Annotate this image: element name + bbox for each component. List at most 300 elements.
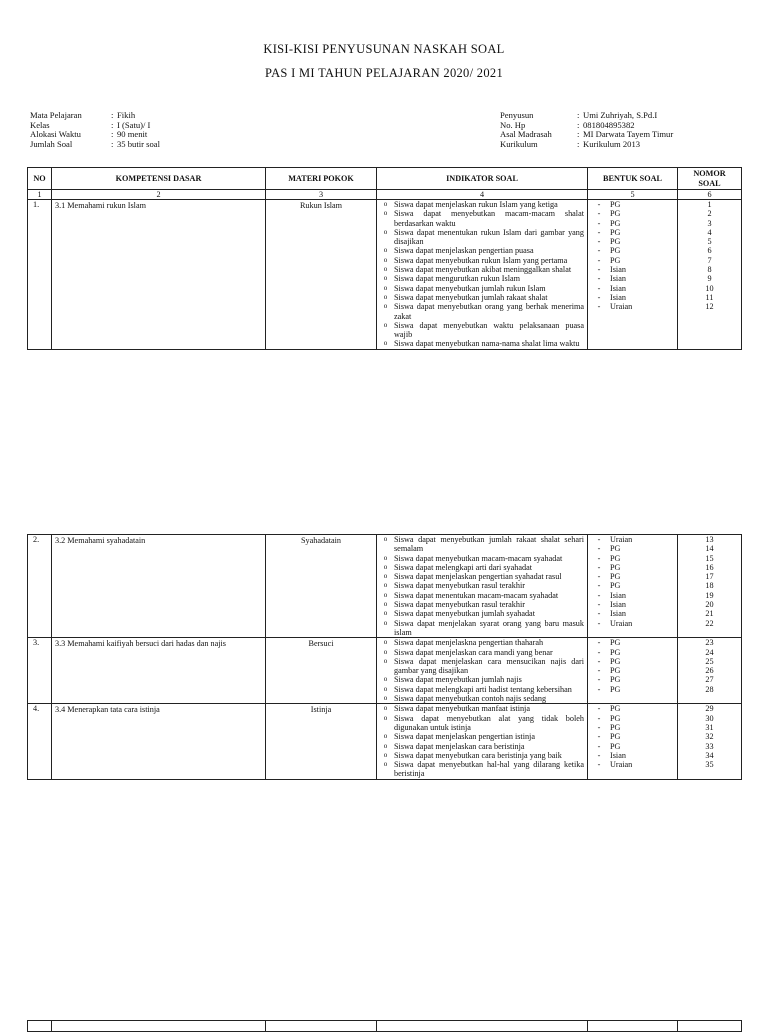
header-bentuk-soal: BENTUK SOAL xyxy=(588,168,678,190)
bullet-icon: o xyxy=(383,274,388,283)
nomor-soal-item: 23 xyxy=(705,638,714,648)
bentuk-soal-item xyxy=(588,200,677,209)
dash-icon: - xyxy=(597,666,601,676)
kisi-table-page1 xyxy=(27,167,742,350)
bullet-icon: o xyxy=(383,562,388,571)
bentuk-soal-text: PG xyxy=(610,553,621,563)
bentuk-soal-item xyxy=(588,609,677,618)
indikator-text: Siswa dapat menyebutkan jumlah rakaat shalat sehari semalam xyxy=(394,535,584,554)
info-label: Kurikulum xyxy=(500,138,538,149)
bullet-icon: o xyxy=(383,741,388,750)
dash-icon: - xyxy=(597,283,601,293)
indikator-item xyxy=(377,284,587,293)
bentuk-soal-item xyxy=(588,284,677,293)
dash-icon: - xyxy=(597,609,601,619)
indikator-text: Siswa dapat melengkapi arti hadist tentang kebersihan xyxy=(394,684,572,694)
indikator-text: Siswa dapat menyebutkan alat yang tidak boleh digunakan untuk istinja xyxy=(394,713,584,732)
dash-icon: - xyxy=(597,292,601,302)
dash-icon: - xyxy=(597,647,601,657)
nomor-soal-item: 5 xyxy=(707,237,712,247)
dash-icon: - xyxy=(597,237,601,247)
bentuk-soal-item xyxy=(588,581,677,590)
dash-icon: - xyxy=(597,675,601,685)
bentuk-soal-cell xyxy=(588,638,678,704)
bentuk-soal-item xyxy=(588,704,677,713)
nomor-soal-list xyxy=(678,535,741,628)
column-number: 5 xyxy=(588,190,678,200)
indikator-item xyxy=(377,200,587,209)
materi-pokok: Syahadatain xyxy=(266,535,377,638)
info-value: Kurikulum 2013 xyxy=(583,138,641,149)
dash-icon: - xyxy=(597,760,601,770)
bullet-icon: o xyxy=(383,750,388,759)
info-value: MI Darwata Tayem Timur xyxy=(583,129,674,140)
nomor-soal-item: 20 xyxy=(705,600,714,610)
dash-icon: - xyxy=(597,590,601,600)
bentuk-soal-cell xyxy=(588,200,678,350)
kisi-table-page3-top xyxy=(27,1020,742,1032)
kisi-table-page2 xyxy=(27,534,742,780)
nomor-soal-item: 19 xyxy=(705,590,714,600)
bentuk-soal-text: PG xyxy=(610,704,621,714)
indikator-cell xyxy=(377,638,588,704)
indikator-item xyxy=(377,685,587,694)
bentuk-soal-text: PG xyxy=(610,713,621,723)
indikator-item xyxy=(377,302,587,321)
bullet-icon: o xyxy=(383,609,388,618)
bullet-icon: o xyxy=(383,581,388,590)
bentuk-soal-text: PG xyxy=(610,647,621,657)
bentuk-soal-text: PG xyxy=(610,255,621,265)
bentuk-soal-item xyxy=(588,751,677,760)
dash-icon: - xyxy=(597,713,601,723)
dash-icon: - xyxy=(597,227,601,237)
indikator-cell xyxy=(377,704,588,779)
indikator-item xyxy=(377,274,587,283)
kompetensi-dasar: 3.3 Memahami kaifiyah bersuci dari hadas dan najis xyxy=(52,638,266,704)
info-label: No. Hp xyxy=(500,119,526,130)
indikator-item xyxy=(377,619,587,638)
bentuk-soal-text: PG xyxy=(610,544,621,554)
indikator-text: Siswa dapat menyebutkan cara beristinja yang baik xyxy=(394,750,562,760)
dash-icon: - xyxy=(597,656,601,666)
nomor-soal-item: 27 xyxy=(705,675,714,685)
bullet-icon: o xyxy=(383,732,388,741)
nomor-soal-item: 21 xyxy=(705,609,714,619)
nomor-soal-item: 12 xyxy=(705,302,714,312)
bentuk-soal-list xyxy=(588,704,677,769)
row-number: 3. xyxy=(28,638,52,704)
table-body-page1 xyxy=(28,200,742,350)
nomor-soal-item: 13 xyxy=(705,535,714,544)
dash-icon: - xyxy=(597,638,601,648)
bentuk-soal-text: PG xyxy=(610,675,621,685)
column-number-row xyxy=(28,190,742,200)
indikator-text: Siswa dapat menentukan macam-macam syahadat xyxy=(394,590,559,600)
bullet-icon: o xyxy=(383,246,388,255)
dash-icon: - xyxy=(597,246,601,256)
bentuk-soal-item xyxy=(588,685,677,694)
dash-icon: - xyxy=(597,562,601,572)
info-label: Jumlah Soal xyxy=(30,138,73,149)
dash-icon: - xyxy=(597,581,601,591)
nomor-soal-item: 16 xyxy=(705,562,714,572)
indikator-item xyxy=(377,600,587,609)
indikator-text: Siswa dapat mengurutkan rukun Islam xyxy=(394,274,520,284)
indikator-text: Siswa dapat menyebutkan jumlah najis xyxy=(394,675,522,685)
header-no: NO xyxy=(28,168,52,190)
nomor-soal-list xyxy=(678,638,741,694)
bullet-icon: o xyxy=(383,694,388,703)
indikator-item xyxy=(377,228,587,247)
kompetensi-dasar: 3.2 Memahami syahadatain xyxy=(52,535,266,638)
indikator-item xyxy=(377,694,587,703)
bentuk-soal-text: Uraian xyxy=(610,535,633,544)
nomor-soal-cell xyxy=(678,200,742,350)
bullet-icon: o xyxy=(383,535,388,543)
bentuk-soal-item xyxy=(588,563,677,572)
dash-icon: - xyxy=(597,535,601,544)
nomor-soal-item: 24 xyxy=(705,647,714,657)
info-value: 90 menit xyxy=(117,129,148,140)
indikator-text: Siswa dapat menjelaskan pengertian syahadat rasul xyxy=(394,572,562,582)
bullet-icon: o xyxy=(383,265,388,274)
info-label: Kelas xyxy=(30,119,50,130)
header-indikator-soal: INDIKATOR SOAL xyxy=(377,168,588,190)
bentuk-soal-text: PG xyxy=(610,666,621,676)
indikator-text: Siswa dapat menyebutkan macam-macam syahadat xyxy=(394,553,563,563)
indikator-text: Siswa dapat menjelaskan cara mandi yang benar xyxy=(394,647,553,657)
bentuk-soal-text: Isian xyxy=(610,590,626,600)
indikator-item xyxy=(377,638,587,647)
bentuk-soal-item xyxy=(588,714,677,723)
indikator-item xyxy=(377,563,587,572)
bentuk-soal-text: PG xyxy=(610,200,621,209)
nomor-soal-list xyxy=(678,704,741,769)
bentuk-soal-item xyxy=(588,293,677,302)
dash-icon: - xyxy=(597,302,601,312)
nomor-soal-item: 18 xyxy=(705,581,714,591)
info-value: 081804895382 xyxy=(583,119,635,130)
bullet-icon: o xyxy=(383,200,388,208)
bentuk-soal-text: Isian xyxy=(610,750,626,760)
info-value: Umi Zuhriyah, S.Pd.I xyxy=(583,110,658,120)
nomor-soal-item: 8 xyxy=(707,265,712,275)
nomor-soal-cell xyxy=(678,638,742,704)
indikator-text: Siswa dapat menyebutkan rukun Islam yang pertama xyxy=(394,255,568,265)
bullet-icon: o xyxy=(383,209,388,218)
bentuk-soal-item xyxy=(588,209,677,218)
materi-pokok: Rukun Islam xyxy=(266,200,377,350)
bullet-icon: o xyxy=(383,704,388,713)
indikator-text: Siswa dapat menjelaskan cara mensucikan najis dari gambar yang disajikan xyxy=(394,656,584,676)
bentuk-soal-cell xyxy=(588,704,678,779)
indikator-text: Siswa dapat menyebutkan waktu pelaksanaan puasa wajib xyxy=(394,320,584,340)
indikator-item xyxy=(377,581,587,590)
bentuk-soal-item xyxy=(588,732,677,741)
header-kompetensi-dasar: KOMPETENSI DASAR xyxy=(52,168,266,190)
info-question-count: Jumlah Soal : 35 butir soal xyxy=(30,138,160,149)
info-curriculum: Kurikulum : Kurikulum 2013 xyxy=(500,138,641,149)
bentuk-soal-list xyxy=(588,638,677,694)
nomor-soal-item: 28 xyxy=(705,684,714,694)
indikator-item xyxy=(377,704,587,713)
bentuk-soal-text: Uraian xyxy=(610,302,633,312)
bentuk-soal-text: PG xyxy=(610,581,621,591)
document-title-line1: KISI-KISI PENYUSUNAN NASKAH SOAL xyxy=(263,42,505,56)
nomor-soal-item: 15 xyxy=(705,553,714,563)
dash-icon: - xyxy=(597,572,601,582)
bentuk-soal-text: Uraian xyxy=(610,760,633,770)
nomor-soal-item: 6 xyxy=(707,246,712,256)
bentuk-soal-item xyxy=(588,219,677,228)
indikator-list xyxy=(377,200,587,349)
dash-icon: - xyxy=(597,265,601,275)
info-phone: No. Hp : 081804895382 xyxy=(500,119,635,130)
indikator-cell xyxy=(377,535,588,638)
row-number: 4. xyxy=(28,704,52,779)
bentuk-soal-item xyxy=(588,237,677,246)
bentuk-soal-text: Isian xyxy=(610,283,626,293)
bentuk-soal-text: PG xyxy=(610,562,621,572)
table-body-page2 xyxy=(28,535,742,780)
indikator-text: Siswa dapat menjelaskan pengertian istinja xyxy=(394,732,535,742)
bentuk-soal-item xyxy=(588,265,677,274)
bentuk-soal-text: Isian xyxy=(610,274,626,284)
bentuk-soal-text: Isian xyxy=(610,609,626,619)
info-time: Alokasi Waktu : 90 menit xyxy=(30,129,148,140)
indikator-item xyxy=(377,657,587,676)
bentuk-soal-item xyxy=(588,760,677,769)
nomor-soal-item: 30 xyxy=(705,713,714,723)
indikator-text: Siswa dapat menyebutkan jumlah syahadat xyxy=(394,609,535,619)
bullet-icon: o xyxy=(383,656,388,665)
bullet-icon: o xyxy=(383,572,388,581)
column-number: 1 xyxy=(28,190,52,200)
indikator-list xyxy=(377,638,587,703)
info-class: Kelas : I (Satu)/ I xyxy=(30,119,151,130)
info-label: Alokasi Waktu xyxy=(30,129,81,140)
nomor-soal-item: 31 xyxy=(705,722,714,732)
bullet-icon: o xyxy=(383,638,388,647)
dash-icon: - xyxy=(597,553,601,563)
indikator-text: Siswa dapat menyebutkan macam-macam shalat berdasarkan waktu xyxy=(394,209,584,228)
dash-icon: - xyxy=(597,722,601,732)
bullet-icon: o xyxy=(383,684,388,693)
indikator-item xyxy=(377,714,587,733)
bentuk-soal-item xyxy=(588,228,677,237)
info-left xyxy=(30,111,160,149)
bentuk-soal-item xyxy=(588,600,677,609)
bentuk-soal-item xyxy=(588,666,677,675)
bentuk-soal-item xyxy=(588,657,677,666)
document-title-line2: PAS I MI TAHUN PELAJARAN 2020/ 2021 xyxy=(265,66,503,80)
bentuk-soal-item xyxy=(588,638,677,647)
bullet-icon: o xyxy=(383,713,388,722)
bentuk-soal-text: PG xyxy=(610,722,621,732)
indikator-text: Siswa dapat menyebutkan contoh najis sedang xyxy=(394,694,547,704)
nomor-soal-item: 7 xyxy=(707,255,712,265)
column-number: 6 xyxy=(678,190,742,200)
indikator-item xyxy=(377,321,587,340)
indikator-item xyxy=(377,554,587,563)
info-subject: Mata Pelajaran : Fikih xyxy=(30,110,136,120)
dash-icon: - xyxy=(597,544,601,554)
table-row xyxy=(28,200,742,350)
bullet-icon: o xyxy=(383,227,388,236)
table-row xyxy=(28,704,742,779)
nomor-soal-item: 22 xyxy=(705,618,714,628)
nomor-soal-item: 32 xyxy=(705,732,714,742)
indikator-cell xyxy=(377,200,588,350)
bentuk-soal-item xyxy=(588,302,677,311)
indikator-item xyxy=(377,751,587,760)
bentuk-soal-item xyxy=(588,544,677,553)
indikator-text: Siswa dapat menyebutkan rasul terakhir xyxy=(394,581,525,591)
bentuk-soal-text: Isian xyxy=(610,265,626,275)
nomor-soal-item: 11 xyxy=(705,292,714,302)
indikator-item xyxy=(377,591,587,600)
bentuk-soal-text: Isian xyxy=(610,292,626,302)
bentuk-soal-text: PG xyxy=(610,246,621,256)
indikator-text: Siswa dapat menjelaskna pengertian thaharah xyxy=(394,638,544,648)
row-number: 2. xyxy=(28,535,52,638)
bentuk-soal-text: PG xyxy=(610,741,621,751)
indikator-item xyxy=(377,535,587,554)
nomor-soal-cell xyxy=(678,704,742,779)
header-materi-pokok: MATERI POKOK xyxy=(266,168,377,190)
bullet-icon: o xyxy=(383,647,388,656)
info-label: Mata Pelajaran xyxy=(30,110,82,120)
kompetensi-dasar: 3.1 Memahami rukun Islam xyxy=(52,200,266,350)
dash-icon: - xyxy=(597,200,601,209)
indikator-item xyxy=(377,609,587,618)
indikator-item xyxy=(377,742,587,751)
indikator-item xyxy=(377,246,587,255)
bentuk-soal-text: Isian xyxy=(610,600,626,610)
bentuk-soal-text: PG xyxy=(610,656,621,666)
bullet-icon: o xyxy=(383,302,388,311)
nomor-soal-cell xyxy=(678,535,742,638)
bullet-icon: o xyxy=(383,600,388,609)
bentuk-soal-item xyxy=(588,619,677,628)
bullet-icon: o xyxy=(383,553,388,562)
nomor-soal-item: 25 xyxy=(705,656,714,666)
nomor-soal-item: 9 xyxy=(707,274,712,284)
indikator-list xyxy=(377,535,587,637)
bullet-icon: o xyxy=(383,675,388,684)
bentuk-soal-text: Uraian xyxy=(610,618,633,628)
indikator-text: Siswa dapat menjelaskan pengertian puasa xyxy=(394,246,534,256)
info-label: Penyusun xyxy=(500,110,534,120)
bentuk-soal-text: PG xyxy=(610,638,621,648)
bentuk-soal-text: PG xyxy=(610,572,621,582)
materi-pokok: Bersuci xyxy=(266,638,377,704)
nomor-soal-item: 14 xyxy=(705,544,714,554)
indikator-text: Siswa dapat menyebutkan manfaat istinja xyxy=(394,704,530,714)
dash-icon: - xyxy=(597,209,601,219)
materi-pokok: Istinja xyxy=(266,704,377,779)
info-school: Asal Madrasah : MI Darwata Tayem Timur xyxy=(500,129,674,140)
bentuk-soal-item xyxy=(588,591,677,600)
indikator-text: Siswa dapat menjelaskan rukun Islam yang ketiga xyxy=(394,200,558,209)
indikator-text: Siswa dapat melengkapi arti dari syahadat xyxy=(394,562,533,572)
bentuk-soal-item xyxy=(588,274,677,283)
column-number: 2 xyxy=(52,190,266,200)
bentuk-soal-text: PG xyxy=(610,218,621,228)
table-row xyxy=(28,1021,742,1032)
bentuk-soal-list xyxy=(588,535,677,628)
bullet-icon: o xyxy=(383,760,388,769)
indikator-text: Siswa dapat menentukan rukun Islam dari gambar yang disajikan xyxy=(394,227,584,247)
indikator-text: Siswa dapat menyebutkan nama-nama shalat lima waktu xyxy=(394,339,580,349)
bentuk-soal-item xyxy=(588,246,677,255)
dash-icon: - xyxy=(597,618,601,628)
dash-icon: - xyxy=(597,218,601,228)
indikator-text: Siswa dapat menjelakan syarat orang yang baru masuk islam xyxy=(394,618,584,637)
bentuk-soal-text: PG xyxy=(610,732,621,742)
bullet-icon: o xyxy=(383,255,388,264)
bullet-icon: o xyxy=(383,283,388,292)
bentuk-soal-text: PG xyxy=(610,227,621,237)
bentuk-soal-text: PG xyxy=(610,684,621,694)
indikator-item xyxy=(377,256,587,265)
nomor-soal-item: 26 xyxy=(705,666,714,676)
bentuk-soal-item xyxy=(588,572,677,581)
nomor-soal-item: 3 xyxy=(707,218,712,228)
nomor-soal-item: 34 xyxy=(705,750,714,760)
indikator-list xyxy=(377,704,587,778)
indikator-text: Siswa dapat menyebutkan jumlah rakaat shalat xyxy=(394,292,548,302)
dash-icon: - xyxy=(597,600,601,610)
indikator-item xyxy=(377,572,587,581)
indikator-item xyxy=(377,732,587,741)
bentuk-soal-item xyxy=(588,723,677,732)
indikator-item xyxy=(377,675,587,684)
column-number: 4 xyxy=(377,190,588,200)
nomor-soal-item: 4 xyxy=(707,227,712,237)
info-value: 35 butir soal xyxy=(117,138,160,149)
dash-icon: - xyxy=(597,255,601,265)
dash-icon: - xyxy=(597,684,601,694)
bullet-icon: o xyxy=(383,320,388,329)
indikator-item xyxy=(377,293,587,302)
bentuk-soal-list xyxy=(588,200,677,312)
nomor-soal-item: 29 xyxy=(705,704,714,714)
bullet-icon: o xyxy=(383,618,388,627)
bentuk-soal-cell xyxy=(588,535,678,638)
bentuk-soal-item xyxy=(588,535,677,544)
bentuk-soal-text: PG xyxy=(610,209,621,219)
dash-icon: - xyxy=(597,741,601,751)
indikator-text: Siswa dapat menyebutkan hal-hal yang dilarang ketika beristinja xyxy=(394,760,584,779)
nomor-soal-item: 35 xyxy=(705,760,714,770)
info-label: Asal Madrasah xyxy=(500,129,552,140)
table-row xyxy=(28,638,742,704)
indikator-text: Siswa dapat menyebutkan jumlah rukun Islam xyxy=(394,283,546,293)
bentuk-soal-item xyxy=(588,256,677,265)
indikator-text: Siswa dapat menyebutkan orang yang berhak menerima zakat xyxy=(394,302,584,321)
indikator-item xyxy=(377,265,587,274)
nomor-soal-item: 2 xyxy=(707,209,712,219)
dash-icon: - xyxy=(597,732,601,742)
dash-icon: - xyxy=(597,750,601,760)
nomor-soal-item: 17 xyxy=(705,572,714,582)
nomor-soal-item: 10 xyxy=(705,283,714,293)
indikator-item xyxy=(377,209,587,228)
indikator-text: Siswa dapat menjelaskan cara beristinja xyxy=(394,741,525,751)
info-author: Penyusun : Umi Zuhriyah, S.Pd.I xyxy=(500,110,658,120)
